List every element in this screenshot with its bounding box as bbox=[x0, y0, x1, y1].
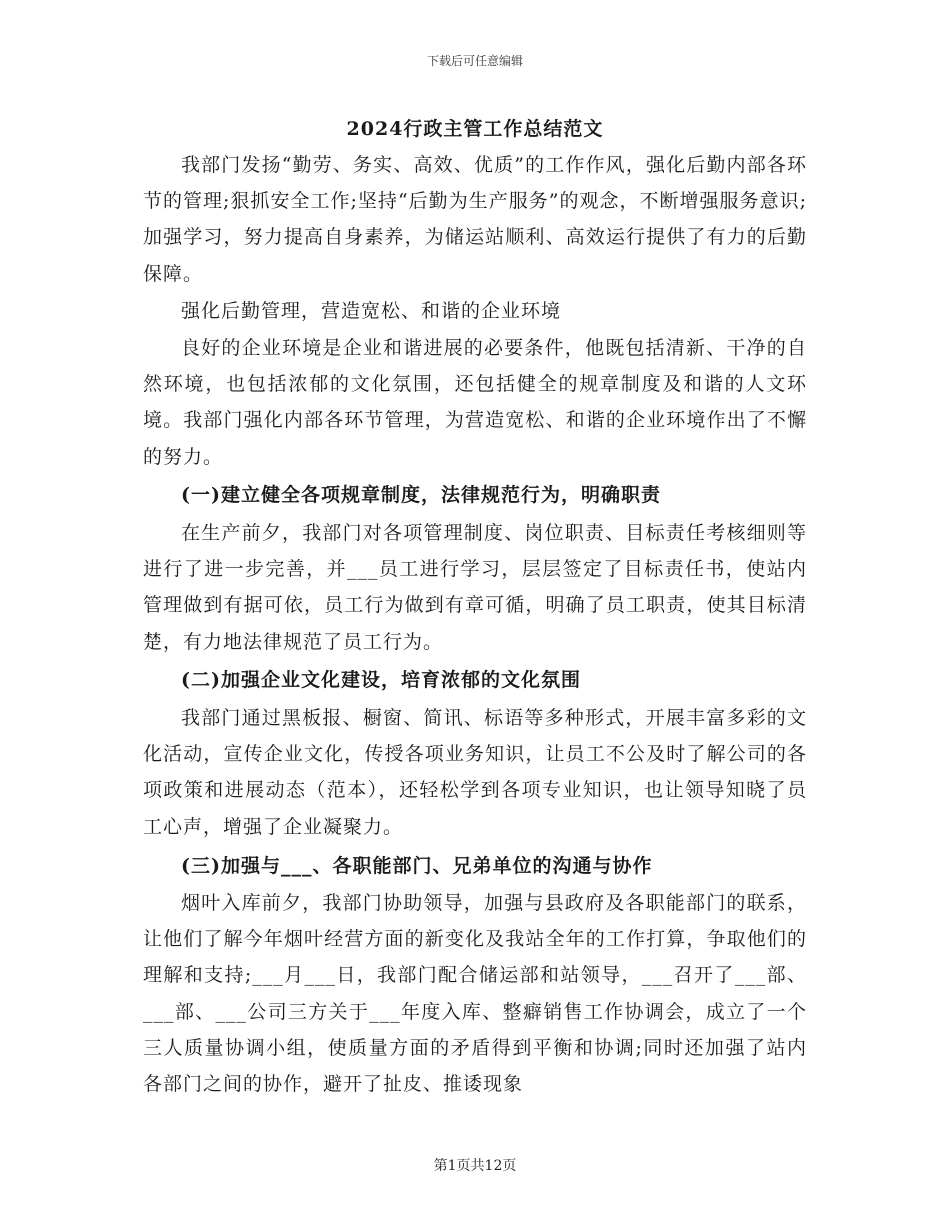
paragraph-section-2: 我部门通过黑板报、橱窗、简讯、标语等多种形式，开展丰富多彩的文化活动，宣传企业文化，传授各项业务知识，让员工不公及时了解公司的各项政策和进展动态（范本），还轻松学到各项专业知识，也让领导知晓了员工心声，增强了企业凝聚力。 bbox=[143, 707, 807, 838]
section-heading-1: (一)建立健全各项规章制度，法律规范行为，明确职责 bbox=[181, 484, 661, 506]
page-header: 下载后可任意编辑 bbox=[426, 54, 523, 68]
page-footer: 第1页共12页 bbox=[433, 1158, 517, 1174]
paragraph-environment: 良好的企业环境是企业和谐进展的必要条件，他既包括清新、干净的自然环境，也包括浓郁的文化氛围，还包括健全的规章制度及和谐的人文环境。我部门强化内部各环节管理，为营造宽松、和谐的企业环境作出了不懈的努力。 bbox=[143, 337, 807, 468]
section-heading-3: (三)加强与___、各职能部门、兄弟单位的沟通与协作 bbox=[181, 855, 653, 877]
paragraph-section-3: 烟叶入库前夕，我部门协助领导，加强与县政府及各职能部门的联系，让他们了解今年烟叶经营方面的新变化及我站全年的工作打算，争取他们的理解和支持;___月___日，我部门配合储运部和站领导，___召开了___部、___部、___公司三方关于___年度入库、整癖销售工作协调会，成立了一个三人质量协调小组，使质量方面的矛盾得到平衡和协调;同时还加强了站内各部门之间的协作，避开了扯皮、推诿现象 bbox=[143, 892, 807, 1096]
paragraph-subheading: 强化后勤管理，营造宽松、和谐的企业环境 bbox=[181, 300, 562, 322]
paragraph-section-1: 在生产前夕，我部门对各项管理制度、岗位职责、目标责任考核细则等进行了进一步完善，并___员工进行学习，层层签定了目标责任书，使站内管理做到有据可依，员工行为做到有章可循，明确了员工职责，使其目标清楚，有力地法律规范了员工行为。 bbox=[143, 522, 807, 653]
paragraph-intro: 我部门发扬“勤劳、务实、高效、优质”的工作作风，强化后勤内部各环节的管理;狠抓安全工作;坚持“后勤为生产服务”的观念，不断增强服务意识;加强学习，努力提高自身素养，为储运站顺利、高效运行提供了有力的后勤保障。 bbox=[143, 154, 807, 285]
section-heading-2: (二)加强企业文化建设，培育浓郁的文化氛围 bbox=[181, 669, 581, 691]
document-title: 2024行政主管工作总结范文 bbox=[346, 118, 604, 140]
